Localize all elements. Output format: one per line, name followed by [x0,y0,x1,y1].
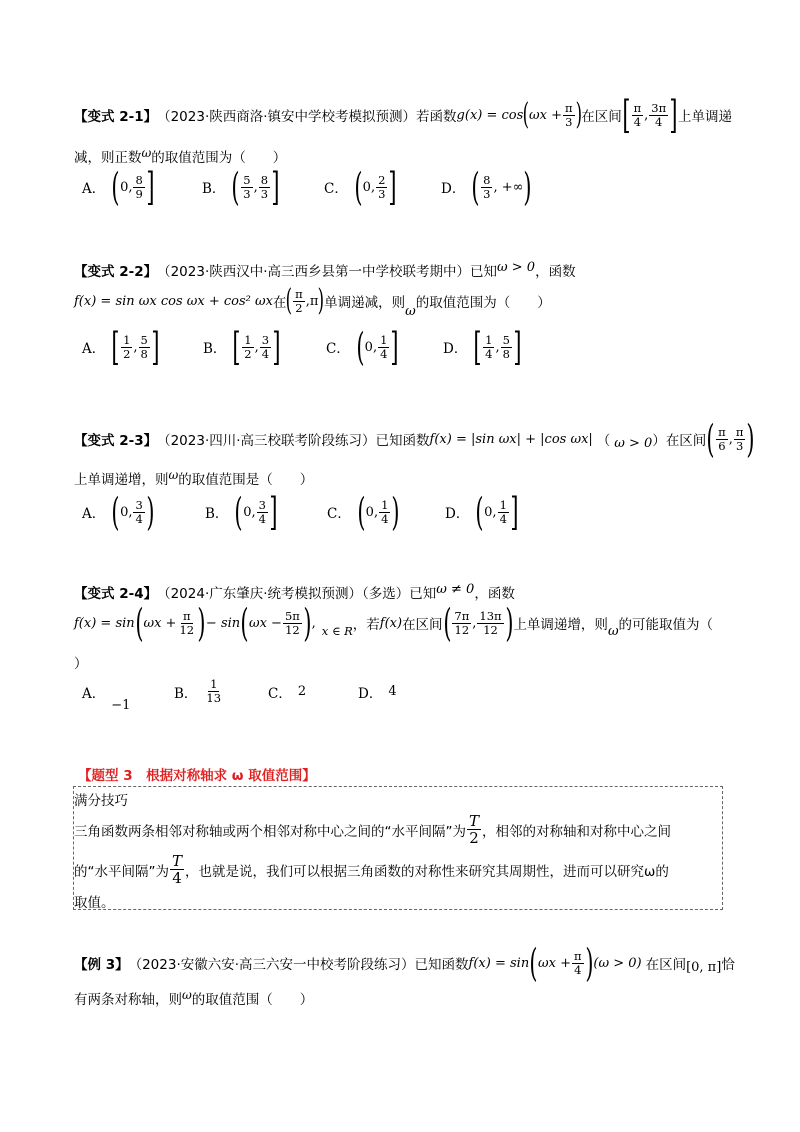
option-label: B． [202,181,226,197]
option-close: ] [510,490,519,534]
v24-tail: 上单调递增，则 [513,617,608,633]
v24-comma: ，函数 [474,586,515,602]
num: 8 [260,172,269,187]
den: 2 [469,829,479,847]
option-a[interactable] [82,682,174,713]
num: π [735,424,744,439]
paren: ( [475,490,484,534]
ex3-line2: 有两条对称轴，则 [74,992,182,1008]
v24-frac-4 [477,610,503,637]
num: π [564,100,573,115]
den: 8 [502,346,510,361]
option-frac [133,174,144,201]
num: 5 [502,332,510,347]
den: 3 [735,438,744,453]
bracket: [ [111,325,120,369]
option-a[interactable] [82,325,203,369]
tip-line1 [74,813,671,846]
paren-close: ） [652,433,666,449]
v22-comma: ，函数 [535,264,576,280]
num: 3 [261,332,270,347]
num: 5π [284,608,300,623]
option-label: D． [358,685,383,702]
tip-l1a: 三角函数两条相邻对称轴或两个相邻对称中心之间的“水平间隔”为 [74,823,466,840]
option-label: A． [82,181,106,197]
den: 8 [140,346,148,361]
omega: ω [607,623,619,639]
den: 3 [483,186,491,201]
ex3-stem-line1 [74,941,735,985]
num: T [172,852,183,870]
v21-b [649,102,668,129]
omega: ω [182,988,192,1002]
option-frac [204,678,223,705]
v22-mono: 单调递减，则 [324,295,406,311]
den: 4 [381,511,389,526]
v23-interval-text: 在区间 [665,433,707,449]
omega: ω [141,146,152,160]
v24-xr: x ∈ R [321,624,353,638]
option-tail: , +∞ [493,179,524,195]
num: 1 [485,332,493,347]
v24-options [82,677,397,713]
den: 4 [485,346,493,361]
option-close: ] [269,490,278,534]
option-frac-1 [121,334,132,361]
option-label: C． [327,506,351,522]
tip-l1b: ，相邻的对称轴和对称中心之间 [482,823,672,840]
paren: ( [442,601,452,645]
bracket: ] [513,325,522,369]
paren: ( [357,490,366,534]
option-label: D． [443,341,468,357]
paren: ) [746,417,755,461]
v21-line2b: 的取值范围为（ ） [151,150,287,166]
paren: ( [134,601,144,645]
v24-frac-3 [452,610,471,637]
ex3-fn: f(x) = sin [468,955,530,971]
v23-source: （2023·四川·高三校联考阶段练习）已知函数 [157,433,430,449]
option-frac [379,499,390,526]
ex3-interval-text: 在区间 [645,957,687,973]
v22-pi: π [309,293,319,309]
option-frac [498,499,509,526]
den: 4 [380,346,388,361]
v21-line2: 减，则正数 [74,150,142,166]
bracket-open: [ [622,93,631,137]
den: 3 [243,186,251,201]
option-c[interactable] [326,325,443,369]
paren: ( [706,417,715,461]
num: π [633,100,642,115]
den: 3 [378,186,386,201]
ex3-source: （2023·安徽六安·高三六安一中校考阶段练习）已知函数 [128,957,469,973]
den: 3 [260,186,269,201]
den: 4 [633,114,642,129]
option-c[interactable] [268,682,358,702]
paren: ( [231,165,240,209]
v21-tail: 上单调递 [677,109,732,125]
paren: ) [523,165,532,209]
option-frac [378,334,389,361]
v24-ruo: ，若 [352,617,380,633]
option-label: A． [82,341,106,357]
option-frac [133,499,144,526]
den: 4 [499,511,507,526]
v23-frac-1 [716,426,728,453]
omega: ω [168,468,179,482]
option-zero: 0, [120,504,133,520]
option-value: −1 [111,698,131,713]
v22-options [82,325,522,369]
v24-cond: ω ≠ 0 [436,581,475,597]
ex3-frac [572,950,584,977]
v23-fn: f(x) = |sin ωx| + |cos ωx| [429,431,593,447]
v23-frac-2 [734,426,746,453]
v22-stem-line1 [74,260,576,280]
tip-box [73,786,723,910]
paren: ) [504,601,514,645]
bracket: [ [473,325,482,369]
num: π [295,286,303,301]
v24-fx: f(x) [379,615,403,631]
v24-frac-1 [177,610,196,637]
den: 2 [295,300,303,315]
v23-line2: 上单调递增，则 [74,472,169,488]
paren: ( [356,325,365,369]
option-frac-1 [241,174,252,201]
tip-l2b: ，也就是说，我们可以根据三角函数的对称性来研究其周期性，进而可以研究ω的 [185,863,669,880]
section-title: 【题型 3 根据对称轴求 ω 取值范围】 [78,768,316,784]
option-d[interactable] [441,165,532,209]
den: 6 [718,438,726,453]
comma: , [472,615,477,631]
option-label: D． [445,506,470,522]
num: 3π [651,100,667,115]
option-b[interactable] [174,678,268,705]
num: 1 [244,332,252,347]
den: 4 [135,511,143,526]
option-frac-1 [483,334,494,361]
paren-open: ( [522,97,530,132]
comma: , [253,179,258,195]
paren: ( [286,283,293,318]
num: 5 [140,332,148,347]
den: 12 [179,622,195,637]
v21-pi-over-3 [563,102,575,129]
option-zero: 0, [484,504,497,520]
v24-arg1: ωx + [143,615,177,631]
bracket: [ [232,325,241,369]
option-b[interactable] [203,325,326,369]
num: 3 [135,497,143,512]
v24-tail2: 的可能取值为（ [618,617,714,633]
option-d[interactable] [358,682,397,702]
option-frac-2 [139,334,150,361]
v22-fn: f(x) = sin ωx cos ωx + cos² ωx [74,293,273,309]
comma: , [644,107,649,123]
v23-stem-line2 [74,468,313,488]
option-c[interactable] [327,490,445,534]
den: 4 [655,114,663,129]
v21-interval-text: 在区间 [581,109,622,125]
v22-tail: 的取值范围为（ ） [415,295,551,311]
option-zero: 0, [365,504,379,520]
v23-cond: ω > 0 [614,435,653,451]
v22-cond: ω > 0 [497,259,536,275]
den: 4 [172,869,182,887]
v21-a [632,102,644,129]
option-d[interactable] [443,325,522,369]
option-label: C． [326,341,350,357]
option-close: ) [391,490,400,534]
num: π [574,948,582,963]
option-label: B． [203,341,227,357]
option-b[interactable] [202,165,324,209]
option-frac [481,174,492,201]
option-label: C． [324,181,348,197]
tip-line2 [74,853,669,886]
ex3-line2b: 的取值范围（ ） [191,992,314,1008]
v22-source: （2023·陕西汉中·高三西乡县第一中学校联考期中）已知 [157,264,498,280]
paren: ) [318,283,325,318]
num: 8 [483,172,491,187]
option-label: A． [82,506,106,522]
den: 9 [135,186,143,201]
num: 13π [479,608,502,623]
option-frac-1 [242,334,253,361]
num: T [469,812,480,830]
paren: ) [197,601,206,645]
v24-label: 【变式 2-4】 [74,586,158,602]
v24-arg2: ωx − [248,615,282,631]
v21-stem-line2 [74,146,286,166]
bracket: ] [388,165,397,209]
v24-frac-2 [283,610,302,637]
v21-label: 【变式 2-1】 [74,109,158,125]
paren: ( [354,165,363,209]
option-label: C． [268,685,292,702]
option-label: A． [82,685,106,702]
ex3-stem-line2 [74,988,313,1008]
v23-label: 【变式 2-3】 [74,433,158,449]
option-zero: 0, [243,504,256,520]
bracket: ] [146,165,155,209]
paren: ( [111,490,120,534]
tip-t-over-4 [170,853,184,886]
v21-source: （2023·陕西商洛·镇安中学校考模拟预测）若函数 [157,109,457,125]
option-b[interactable] [205,490,327,534]
v22-stem-line2 [74,283,551,319]
den: 4 [261,346,270,361]
paren: ( [471,165,480,209]
v23-stem-line1 [74,417,755,461]
paren: ( [234,490,243,534]
num: 1 [380,332,388,347]
option-value: 4 [388,684,397,699]
den: 12 [483,622,498,637]
ex3-tail: 恰 [721,957,735,973]
paren: ( [111,165,120,209]
v23-line2b: 的取值范围是（ ） [178,472,314,488]
v21-stem-line1 [74,93,732,137]
paren-open: （ [596,433,611,449]
option-zero: 0, [120,179,133,195]
omega: ω [405,303,416,319]
den: 4 [574,962,582,977]
option-zero: 0, [362,179,376,195]
bracket: ] [272,325,281,369]
bracket-close: ] [669,93,678,137]
option-frac-2 [501,334,512,361]
v22-in: 在 [272,295,287,311]
v24-stem-line2 [74,601,714,645]
comma: , [254,339,259,355]
option-frac-2 [260,334,271,361]
paren: ( [240,601,249,645]
paren: ( [529,941,538,985]
comma: , [305,293,310,309]
den: 13 [206,691,222,705]
ex3-label: 【例 3】 [74,957,129,973]
den: 2 [123,346,131,361]
option-value: 2 [297,684,307,699]
tip-t-over-2 [467,813,481,846]
num: 1 [499,497,507,512]
option-zero: 0, [364,339,378,355]
v24-close: ） [74,656,88,672]
tip-title: 满分技巧 [74,793,128,809]
v24-stem-line3 [74,652,88,672]
option-a[interactable] [82,490,205,534]
num: 1 [381,497,389,512]
v24-stem-line1 [74,582,515,602]
comma: , [728,431,733,447]
num: 7π [454,608,470,623]
option-close: ) [146,490,155,534]
tip-line3: 取值。 [74,895,115,911]
option-label: B． [174,685,198,702]
option-a[interactable] [82,165,202,209]
num: π [718,424,726,439]
option-frac [257,499,268,526]
v21-fn: g(x) = cos [456,107,524,123]
v21-options [82,165,532,209]
bracket: ] [271,165,280,209]
num: 1 [210,677,218,691]
paren-close: ) [575,97,582,132]
den: 3 [565,114,573,129]
bracket: ] [390,325,399,369]
v24-fn1: f(x) = sin [74,615,135,631]
num: 2 [378,172,386,187]
v24-interval-text: 在区间 [402,617,443,633]
num: π [182,608,191,623]
option-frac [376,174,387,201]
v21-arg: ωx + [529,107,562,123]
option-label: B． [205,506,229,522]
num: 3 [258,497,266,512]
paren: ) [584,941,594,985]
ex3-cond: (ω > 0) [593,955,642,971]
num: 1 [123,332,131,347]
option-label: D． [441,181,466,197]
option-frac-2 [259,174,270,201]
den: 2 [244,346,252,361]
v22-label: 【变式 2-2】 [74,264,158,280]
den: 4 [258,511,266,526]
ex3-arg: ωx + [538,955,571,971]
comma: , [133,339,138,355]
den: 12 [285,622,300,637]
tip-l2a: 的“水平间隔”为 [74,863,169,880]
comma: , [495,339,500,355]
num: 8 [135,172,143,187]
option-c[interactable] [324,165,441,209]
v23-options [82,490,519,534]
paren: ) [303,601,312,645]
num: 5 [243,172,251,187]
v22-frac [293,288,305,315]
option-d[interactable] [445,490,519,534]
den: 12 [454,622,470,637]
ex3-interval: [0, π] [686,959,722,975]
v24-source: （2024·广东肇庆·统考模拟预测）（多选）已知 [157,586,437,602]
bracket: ] [151,325,160,369]
v24-minus: − sin [205,615,241,631]
comma: , [311,615,316,631]
